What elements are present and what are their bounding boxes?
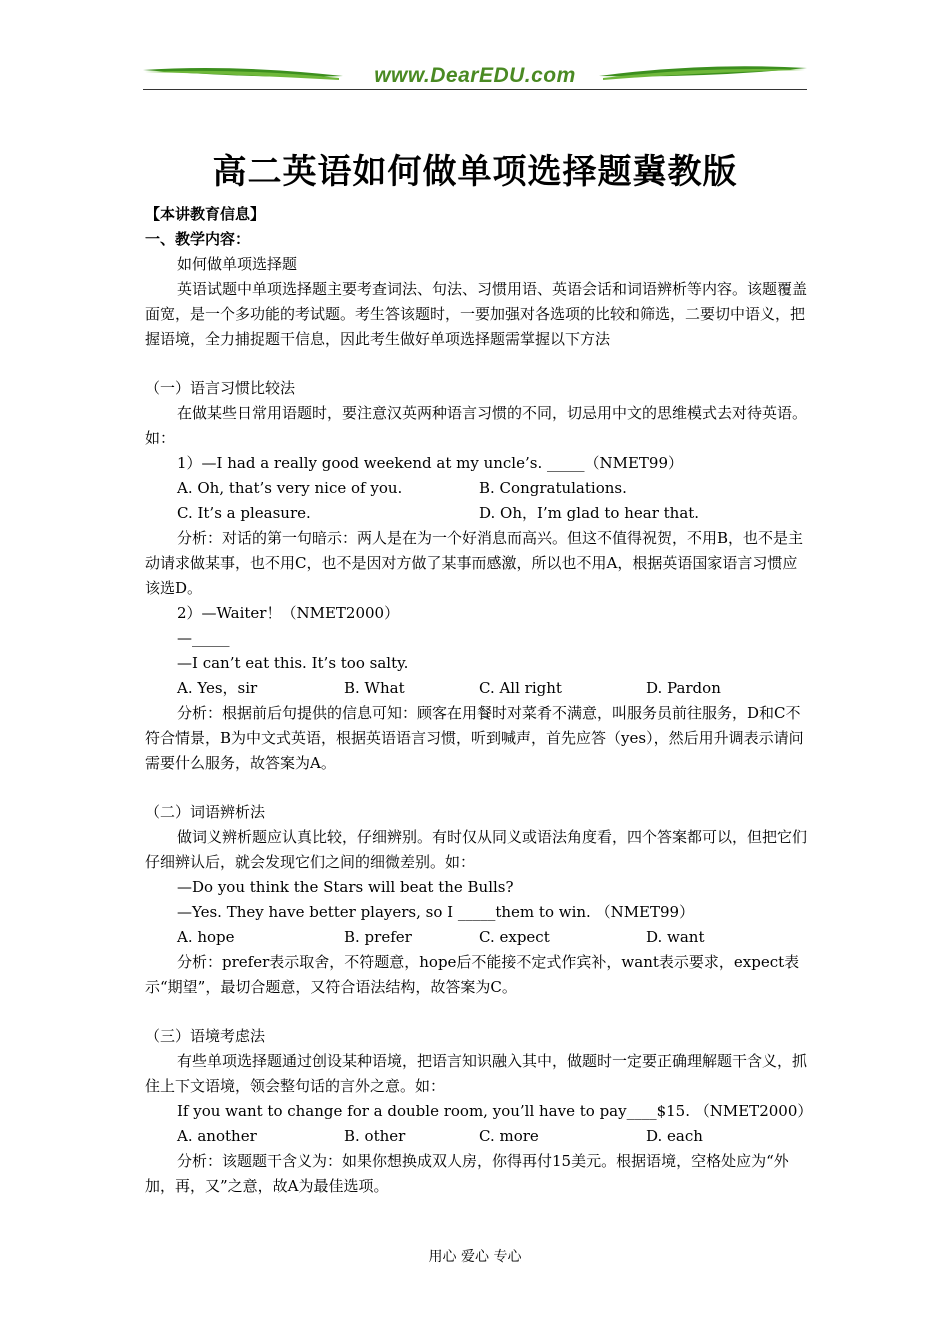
option-b: B. other <box>344 1127 406 1145</box>
part1-question2: 2）—Waiter！（NMET2000） <box>177 604 400 622</box>
part1-q2-analysis: 分析：根据前后句提供的信息可知：顾客在用餐时对菜肴不满意，叫服务员前往服务，D和C不符合情景，B为中文式英语，根据英语语言习惯，听到喊声，首先应答（yes），然后用升调表示请问需要什么服务，故答案为A。 <box>145 704 804 772</box>
option-a: A. another <box>177 1127 257 1145</box>
part1-question1: 1）—I had a really good weekend at my uncle’s. _____（NMET99） <box>177 454 684 472</box>
option-a: A. Yes，sir <box>177 679 258 697</box>
page-header <box>143 62 807 92</box>
option-d: D. each <box>646 1127 703 1145</box>
option-c: C. It’s a pleasure. <box>177 504 311 522</box>
option-b: B. What <box>344 679 405 697</box>
part2-heading: （二）词语辨析法 <box>145 803 266 821</box>
part3-question: If you want to change for a double room, you’ll have to pay____$15. （NMET2000） <box>177 1102 813 1120</box>
option-row <box>145 476 807 501</box>
page-footer: 用心 爱心 专心 <box>428 1249 522 1265</box>
spacer <box>145 1000 807 1024</box>
part1-q1-analysis: 分析：对话的第一句暗示：两人是在为一个好消息而高兴。但这不值得祝贺，不用B，也不是主动请求做某事，也不用C，也不是因对方做了某事而感激，所以也不用A，根据英语国家语言习惯应该选D。 <box>145 529 804 597</box>
part1-q2-line3: —I can’t eat this. It’s too salty. <box>177 654 409 672</box>
part3-analysis: 分析：该题题干含义为：如果你想换成双人房，你得再付15美元。根据语境，空格处应为“外加，再，又”之意，故A为最佳选项。 <box>145 1152 789 1195</box>
intro-paragraph: 英语试题中单项选择题主要考查词法、句法、习惯用语、英语会话和词语辨析等内容。该题覆盖面宽，是一个多功能的考试题。考生答该题时，一要加强对各选项的比较和筛选，二要切中语义，把握语境，全力捕捉题干信息，因此考生做好单项选择题需掌握以下方法 <box>145 280 808 348</box>
option-a: A. hope <box>177 928 235 946</box>
part1-heading: （一）语言习惯比较法 <box>145 379 296 397</box>
part2-q-line1: —Do you think the Stars will beat the Bulls? <box>177 878 514 896</box>
option-row <box>145 676 807 701</box>
part2-q-line2: —Yes. They have better players, so I _____them to win. （NMET99） <box>177 903 695 921</box>
option-row <box>145 925 807 950</box>
option-row <box>145 1124 807 1149</box>
option-c: C. expect <box>479 928 550 946</box>
option-row <box>145 501 807 526</box>
spacer <box>145 352 807 376</box>
document-title: 高二英语如何做单项选择题冀教版 <box>212 152 738 192</box>
option-d: D. Oh，I’m glad to hear that. <box>479 504 700 522</box>
spacer <box>145 776 807 800</box>
part3-description: 有些单项选择题通过创设某种语境，把语言知识融入其中，做题时一定要正确理解题干含义，抓住上下文语境，领会整句话的言外之意。如： <box>145 1052 808 1095</box>
site-logo: www.DearEDU.com <box>374 64 576 87</box>
option-c: C. All right <box>479 679 562 697</box>
part3-heading: （三）语境考虑法 <box>145 1027 266 1045</box>
section-one-heading: 一、教学内容： <box>145 230 251 248</box>
section-info-heading: 【本讲教育信息】 <box>145 205 266 223</box>
option-c: C. more <box>479 1127 539 1145</box>
option-b: B. Congratulations. <box>479 479 627 497</box>
option-d: D. Pardon <box>646 679 721 697</box>
option-a: A. Oh, that’s very nice of you. <box>177 479 403 497</box>
option-b: B. prefer <box>344 928 412 946</box>
topic-line: 如何做单项选择题 <box>177 255 298 273</box>
option-d: D. want <box>646 928 705 946</box>
part1-q2-line2: —_____ <box>177 629 230 647</box>
document-body <box>145 202 813 1199</box>
part1-description: 在做某些日常用语题时，要注意汉英两种语言习惯的不同，切忌用中文的思维模式去对待英语。如： <box>145 404 808 447</box>
part2-analysis: 分析：prefer表示取舍，不符题意，hope后不能接不定式作宾补，want表示要求，expect表示“期望”，最切合题意，又符合语法结构，故答案为C。 <box>145 953 800 996</box>
header-divider <box>143 89 807 90</box>
part2-description: 做词义辨析题应认真比较，仔细辨别。有时仅从同义或语法角度看，四个答案都可以，但把它们仔细辨认后，就会发现它们之间的细微差别。如： <box>145 828 808 871</box>
